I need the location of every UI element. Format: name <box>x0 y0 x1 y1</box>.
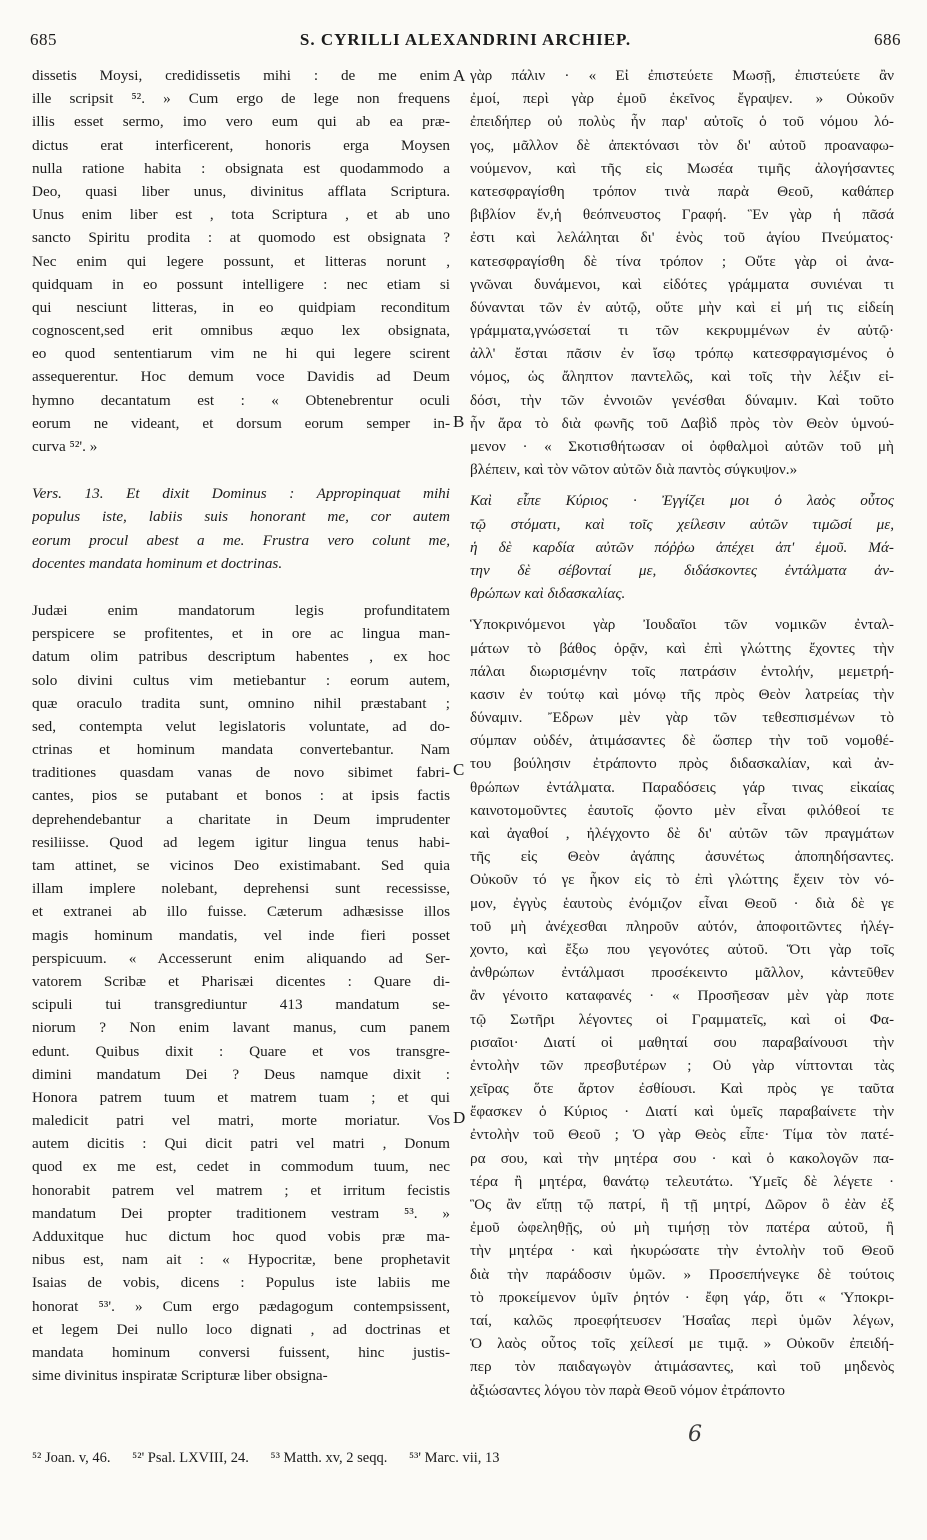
text-line: ἐπειδήπερ οὐ πολὺς ἦν παρ' αὐτοῖς ὁ τοῦ νόμου λό- <box>470 113 894 131</box>
text-line: γος, μᾶλλον δὲ ἀπεκτόνασι τὸν δι' αὐτοῦ προαναφω- <box>470 136 894 154</box>
text-line: populus iste, labiis suis honorant me, cor autem <box>32 508 450 526</box>
text-line: quæ oraculo tradita sunt, omnino nihil præstabant ; <box>32 694 450 712</box>
text-line: γνῶναι δυνάμενοι, καὶ εἰδότες γράμματα συνιέναι τι <box>470 275 894 293</box>
text-line: χοντο, καὶ ἔξω που γεγονότες αὐτοῦ. Ὅτι γὰρ τοῖς <box>470 940 894 958</box>
text-line: ἐμοί, περὶ γὰρ ἐμοῦ ἐκεῖνος ἔγραψεν. » Οὐκοῦν <box>470 90 894 108</box>
text-line: Καὶ εἶπε Κύριος · Ἐγγίζει μοι ὁ λαὸς οὗτος <box>470 492 894 510</box>
text-line: βλέπειν, καὶ τὸν νῶτον αὐτῶν διὰ παντὸς σύγκυψον.» <box>470 461 798 479</box>
text-line: vatorem Scribæ et Pharisæi dicentes : Quare di- <box>32 972 450 990</box>
text-line: καὶ ἀγαθοί , ἠλέγχοντο δὲ δι' αὐτῶν τῶν πραγμάτων <box>470 825 894 842</box>
text-line: honorat ⁵³'. » Cum ergo pædagogum contempsissent, <box>32 1297 450 1315</box>
text-line: μον, ἐγγὺς ἑαυτοὺς ἐνόμιζον εἶναι Θεοῦ · διὰ δὲ γε <box>470 894 894 912</box>
text-line: curva ⁵²'. » <box>32 438 98 455</box>
text-line: ἐστι καὶ λελάληται δι' ἑνὸς τοῦ ἁγίου Πνεύματος· <box>470 229 894 247</box>
text-line: καινοτομοῦντες ἑαυτοῖς ᾤοντο μὲν εἶναι φιλόθεοί τε <box>470 801 894 819</box>
text-line: ἀλλ' ἔσται πᾶσιν ἐν ἴσῳ τρόπῳ κατεσφραγισμένος ὁ <box>470 345 894 363</box>
text-line: σύμπαν οὐδέν, ἀτιμάσαντες δὲ ὥσπερ τὴν τοῦ νομοθέ- <box>470 732 894 750</box>
text-line: et legem Dei nullo loco dignati , ad doctrinas et <box>32 1320 450 1338</box>
section-marker-b: B <box>453 412 465 431</box>
text-line: edunt. Quibus dixit : Quare et vos transgre- <box>32 1042 450 1060</box>
text-line: docentes mandata hominum et doctrinas. <box>32 554 283 572</box>
footnote: ⁵²' Psal. LXVIII, 24. <box>132 1450 249 1466</box>
text-line: τὸ προκείμενον ὑμῖν ῥητόν · ἔφη γάρ, ὅτι « Ὑποκρι- <box>470 1288 894 1306</box>
text-line: δόσι, τὴν τῶν ἐννοιῶν γενέσθαι δύναμιν. Καὶ τοῦτο <box>470 391 894 409</box>
text-line: ἔφασκεν ὁ Κύριος · Διατί καὶ ὑμεῖς παραβαίνετε τὴν <box>470 1103 894 1121</box>
text-line: Ὁ λαὸς οὗτος τοῖς χείλεσί με τιμᾷ. » Οὐκοῦν ἐπειδή- <box>470 1335 894 1353</box>
text-line: του βούλησιν ἐτράποντο πρὸς διδασκαλίαν, καὶ ἀν- <box>470 755 894 773</box>
footnote: ⁵³ Matth. xv, 2 seqq. <box>270 1450 388 1466</box>
text-line: nibus est, nam ait : « Hypocritæ, bene prophetavit <box>32 1251 450 1269</box>
text-line: Οὐκοῦν τό γε ἧκον εἰς τὸ ἐπὶ γλώττης ἔχειν τὸν νό- <box>470 871 894 889</box>
footnote: ⁵³' Marc. vii, 13 <box>408 1450 500 1466</box>
text-line: eo quod sententiarum vim ne hi qui legere scirent <box>32 345 450 363</box>
text-line: eorum procul abest a me. Frustra vero colunt me, <box>32 531 450 549</box>
text-line: et extranei ab illo fuisse. Cæterum adhæsisse illos <box>32 903 450 921</box>
text-line: Judæi enim mandatorum legis profunditatem <box>32 601 450 619</box>
text-line: θρώπων ἐντάλματα. Παραδόσεις γάρ τινας εἰκαίας <box>470 778 894 796</box>
greek-column <box>470 64 894 1402</box>
text-line: deprehendebantur a charitate in Deum imprudenter <box>32 810 450 828</box>
text-line: perspicere se profitentes, et in ore ac lingua man- <box>32 625 450 643</box>
text-line: τῷ στόματι, καὶ τοῖς χείλεσιν αὐτῶν τιμῶσί με, <box>470 515 894 533</box>
text-line: dictus erat interficerent, honoris erga Moysen <box>32 136 450 154</box>
text-line: ἦν ἄρα τὸ διὰ φωνῆς τοῦ Δαβὶδ πρὸς τὸν Θεὸν ὑμνού- <box>470 414 894 432</box>
text-line: τοῦ μὴ ἀνέχεσθαι πληροῦν αὐτόν, ἀποφοιτῶντες ἠλέγ- <box>470 917 894 935</box>
text-line: dissetis Moysi, credidissetis mihi : de me enim <box>32 67 450 84</box>
text-line: solo divini cultus vim metiebantur : eorum autem, <box>32 671 450 689</box>
text-line: την δὲ σέβονταί με, διδάσκοντες ἐντάλματα ἀν- <box>470 561 894 579</box>
text-line: nulla ratione habita : obsignata est quodammodo a <box>32 159 450 177</box>
page-header <box>30 30 901 56</box>
text-line: ταί, καλῶς προεφήτευσεν Ἠσαΐας περὶ ὑμῶν λέγων, <box>470 1311 894 1329</box>
text-line: κατεσφραγίσθη τρόπον τινὰ παρὰ Θεοῦ, καθάπερ <box>470 182 894 200</box>
text-line: Honora patrem tuum et matrem tuam ; et qui <box>32 1088 450 1106</box>
text-line: Ὑποκρινόμενοι γὰρ Ἰουδαῖοι τῶν νομικῶν ἐνταλ- <box>470 616 894 634</box>
latin-column <box>32 64 450 1387</box>
footnotes <box>32 1450 901 1467</box>
text-line: Unus enim liber est , tota Scriptura , et ab uno <box>32 206 450 224</box>
text-line: dimini mandatum Dei ? Deus namque dixit : <box>32 1065 450 1083</box>
text-line: cognoscent,sed erit omnibus æquo lex obsignata, <box>32 322 450 340</box>
text-line: ἡ δὲ καρδία αὐτῶν πόῤῥω ἀπέχει ἀπ' ἐμοῦ. Μά- <box>470 538 894 556</box>
text-line: νούμενον, καὶ τῆς εἰς Μωσέα τιμῆς ἀλογήσαντες <box>470 159 894 177</box>
text-line: βιβλίον ἕν,ἡ θεόπνευστος Γραφή. Ἓν γὰρ ἡ πᾶσά <box>470 206 894 224</box>
handwritten-mark: 6 <box>688 1422 702 1447</box>
text-line: Ὃς ἂν εἴπῃ τῷ πατρί, ἢ τῇ μητρί, Δῶρον ὃ ἐὰν ἐξ <box>470 1196 894 1213</box>
section-marker-c: C <box>453 760 465 779</box>
text-line: ἀνθρώπων ἐντάλμασι προσέκειντο μᾶλλον, κἀντεῦθεν <box>470 964 894 982</box>
text-line: maledicit patri vel matri, morte moriatur. Vos <box>32 1112 450 1130</box>
text-line: assequerentur. Hoc demum voce Davidis ad Deum <box>32 368 450 386</box>
text-line: ρα σου, καὶ τὴν μητέρα σου · καὶ ὁ κακολογῶν πα- <box>470 1149 894 1167</box>
text-line: quod ex me est, cedet in commodum tuum, nec <box>32 1158 450 1176</box>
text-line: mandatum Dei propter traditionem vestram ⁵³. » <box>32 1204 450 1222</box>
text-line: δύναμιν. Ἔδρων μὲν γὰρ τῶν τεθεσπισμένων τὸ <box>470 709 894 727</box>
text-line: ἂν γένοιτο καταφανές · « Προσῆεσαν μὲν γὰρ ποτε <box>470 987 894 1005</box>
text-line: τῷ Σωτῆρι λέγοντες οἱ Γραμματεῖς, καὶ οἱ Φα- <box>470 1010 894 1028</box>
text-line: πάλαι διωρισμένην τοῖς πατράσιν ἐντολήν, μεμετρή- <box>470 662 894 680</box>
text-line: illis esset sermo, imo vero eum qui ab ea præ- <box>32 113 450 131</box>
text-line: honorabit patrem vel matrem ; et irritum fecistis <box>32 1181 450 1199</box>
text-line: Isaias de vobis, dicens : Populus iste labiis me <box>32 1274 450 1292</box>
text-line: sancto Spiritu prodita : at quomodo est obsignata ? <box>32 229 450 247</box>
text-line: sime divinitus inspiratæ Scripturæ liber obsigna- <box>32 1367 328 1385</box>
text-line: illam implere nolebant, deprehensi sunt recessisse, <box>32 880 450 898</box>
text-line: νόμος, ὡς ἄληπτον παντελῶς, καὶ τοῖς τὴν λέξιν εἰ- <box>470 368 894 386</box>
text-line: resiliisse. Quod ad legem igitur lingua tenus habi- <box>32 833 450 851</box>
text-line: ἐντολὴν τῶν πρεσβυτέρων ; Οὐ γὰρ νίπτονται τὰς <box>470 1056 894 1074</box>
text-line: quidquam in eo possunt intelligere : nec etiam si <box>32 275 450 293</box>
text-line: magis hominum mandatis, vel inde fieri posset <box>32 926 450 944</box>
text-line: τὴν μητέρα · καὶ ἠκυρώσατε τὴν ἐντολὴν τοῦ Θεοῦ <box>470 1242 894 1260</box>
text-line: μάτων τὸ βάθος ὁρᾷν, καὶ ἐπὶ γλώττης ἔχοντες τὴν <box>470 639 894 657</box>
text-line: γὰρ πάλιν · « Εἰ ἐπιστεύετε Μωσῇ, ἐπιστεύετε ἂν <box>470 67 894 84</box>
text-line: διὰ τὴν παράδοσιν ὑμῶν. » Προσεπήνεγκε δὲ τούτοις <box>470 1265 894 1283</box>
text-line: Deo, quasi liber unus, divinitus afflata Scriptura. <box>32 182 450 200</box>
footnote: ⁵² Joan. v, 46. <box>32 1450 111 1466</box>
page-number-left: 685 <box>30 30 57 49</box>
text-line: traditiones quasdam vanas de novo sibimet fabri- <box>32 764 450 782</box>
page-number-right: 686 <box>874 30 901 49</box>
text-line: mandata hominum conversi fuissent, hinc justis- <box>32 1343 450 1361</box>
text-line: hymno decantatum est : « Obtenebrentur oculi <box>32 391 450 409</box>
running-title: S. CYRILLI ALEXANDRINI ARCHIEP. <box>299 30 632 49</box>
text-line: ρισαῖοι· Διατί οἱ μαθηταί σου παραβαίνουσι τὴν <box>470 1033 894 1051</box>
text-line: autem dicitis : Qui dicit patri vel matri , Donum <box>32 1135 450 1153</box>
text-line: Adduxitque huc dictum hoc quod vobis præ ma- <box>32 1228 450 1245</box>
text-line: ἀξιώσαντες λόγου τὸν παρὰ Θεοῦ νόμον ἐτράποντο <box>470 1381 785 1399</box>
text-line: μενον · « Σκοτισθήτωσαν οἱ ὀφθαλμοὶ αὐτῶν τοῦ μὴ <box>470 438 894 455</box>
text-line: περ τὸν παιδαγωγὸν ἀτιμάσαντες, καὶ τοῦ μηδενὸς <box>470 1358 894 1376</box>
section-marker-d: D <box>453 1108 466 1127</box>
text-line: Vers. 13. Et dixit Dominus : Appropinquat mihi <box>32 485 450 503</box>
text-line: perspicuum. « Accesserunt enim aliquando ad Ser- <box>32 949 450 967</box>
text-line: τῆς εἰς Θεὸν ἀγάπης ἀσυνέτως ἀποπηδήσαντες. <box>470 848 894 866</box>
text-line: ctrinas et hominum mandata convertebantur. Nam <box>32 741 450 759</box>
text-line: ille scripsit ⁵². » Cum ergo de lege non frequens <box>32 90 450 108</box>
text-line: qui nesciunt litteras, in eo quidpiam reconditum <box>32 298 450 316</box>
text-line: κατεσφραγίσθη δὲ τίνα τρόπον ; Οὔτε γὰρ οἱ ἀνα- <box>470 252 894 270</box>
text-line: γράμματα,γνώσεταί τι τῶν κεκρυμμένων ἐν αὐτῷ· <box>470 322 894 340</box>
text-line: θρώπων καὶ διδασκαλίας. <box>470 585 626 603</box>
text-line: ἐμοῦ ὠφεληθῇς, οὐ μὴ τιμήσῃ τὸν πατέρα αὐτοῦ, ἢ <box>470 1219 894 1237</box>
text-line: niorum ? Non enim lavant manus, cum panem <box>32 1019 450 1037</box>
text-line: sed, contempta velut legislatoris voluntate, ad do- <box>32 717 450 735</box>
text-line: ἐντολὴν τοῦ Θεοῦ ; Ὁ γὰρ Θεὸς εἶπε· Τίμα τὸν πατέ- <box>470 1126 894 1144</box>
text-line: scipuli tui transgrediuntur 413 mandatum se- <box>32 996 450 1014</box>
text-line: τέρα ἢ μητέρα, θανάτῳ τελευτάτω. Ὑμεῖς δὲ λέγετε · <box>470 1172 894 1190</box>
text-line: tam attinet, se vicinos Deo existimabant. Sed quia <box>32 857 450 874</box>
text-line: κασιν ἐν τούτῳ καὶ μόνῳ τῆς πρὸς Θεὸν λατρείας τὴν <box>470 685 894 703</box>
text-line: cantes, pios se putabant et bonos : at ipsis factis <box>32 787 450 805</box>
text-line: eorum ne videant, et dorsum eorum semper in- <box>32 414 450 432</box>
text-line: datum olim patribus descriptum habentes , ex hoc <box>32 648 450 666</box>
text-line: χεῖρας ὅτε ἄρτον ἐσθίουσι. Καὶ πρὸς γε ταῦτα <box>470 1080 894 1098</box>
text-line: δύνανται τῶν ἐν αὐτῷ, οὔτε μὴν καὶ εἰ μή τις εἰδείη <box>470 298 894 316</box>
text-line: Nec enim qui legere possunt, et litteras norunt , <box>32 252 450 270</box>
section-marker-a: A <box>453 66 466 85</box>
